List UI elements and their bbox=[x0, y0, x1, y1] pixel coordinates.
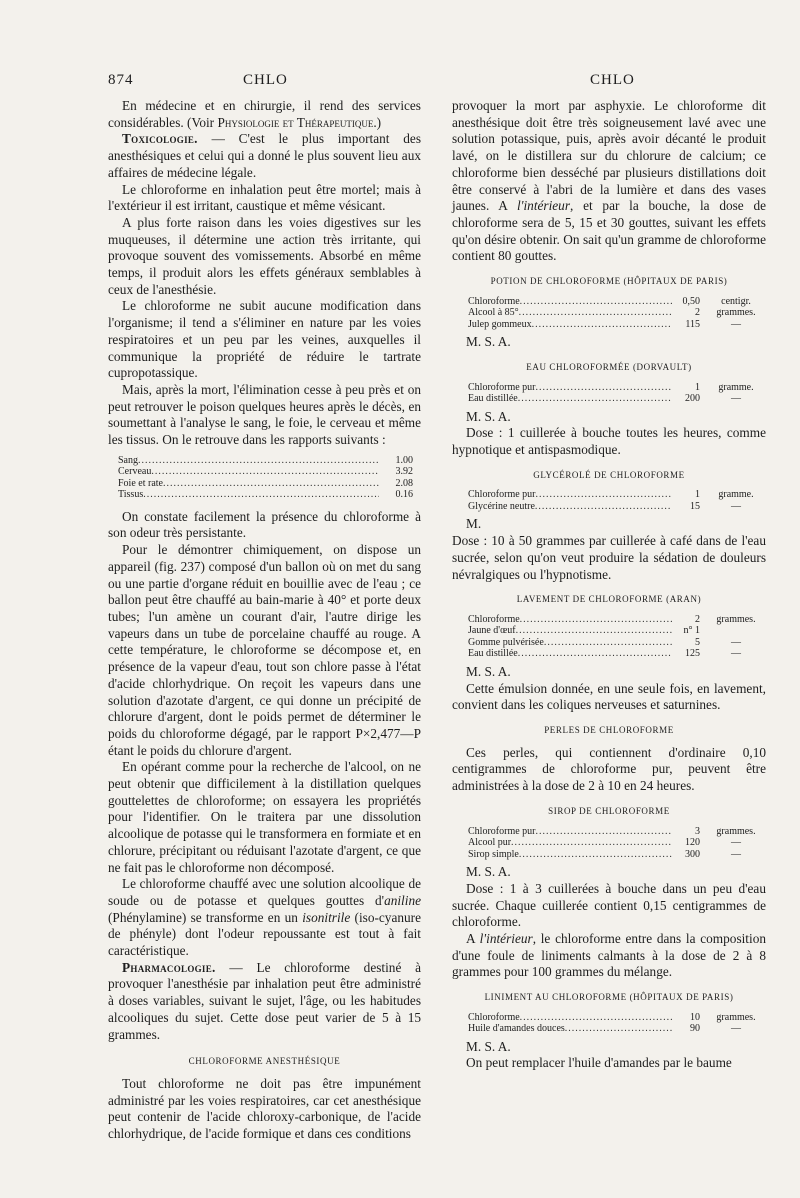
recipe-title: GLYCÉROLÉ DE CHLOROFORME bbox=[533, 469, 685, 480]
recipe-sirop bbox=[468, 826, 766, 861]
paragraph: Pour le démontrer chimiquement, on dispose un appareil (fig. 237) composé d'un ballon où on met du sang ou une partie d'organe réduit en bouillie avec de l'eau ; ce ballon peut être chauffé au bain-marie à 40° et porte deux tubes; l'un amène un courant d'air, l'autre dirige les vapeurs dans un tube de porcelaine chauffé au rouge. A cette température, le chloroforme se décompose et, en présence de la vapeur d'eau, tout son chlore passe à l'état d'acide chlorhydrique. On reçoit les vapeurs dans une solution d'azotate d'argent, ce qui donne un précipité de chlorure d'argent, dont le poids permet de déterminer le poids du chloroforme dégagé, par le rapport P×2,477—P étant le poids du chlorure d'argent. bbox=[108, 542, 421, 758]
left-column bbox=[108, 98, 421, 1143]
ingredient-row: Chloroforme ..... 2 grammes. bbox=[468, 614, 766, 626]
recipe-title: PERLES DE CHLOROFORME bbox=[544, 725, 674, 736]
paragraph: Dose : 10 à 50 grammes par cuillerée à café dans de l'eau sucrée, selon qu'on veut produire la sédation de douleurs névralgiques ou l'hypnotisme. bbox=[452, 533, 766, 582]
recipe-title: LINIMENT AU CHLOROFORME (HÔPITAUX DE PARIS) bbox=[484, 992, 734, 1003]
paragraph: A plus forte raison dans les voies digestives sur les muqueuses, il détermine une action très irritante, qui provoque souvent des vomissements. Absorbé en même temps, il produit alors les effets généraux semblables à ceux de l'anesthésie. bbox=[108, 214, 421, 297]
msa: M. bbox=[466, 516, 482, 532]
paragraph: provoquer la mort par asphyxie. Le chloroforme dit anesthésique doit être très soigneusement lavé avec une solution potassique, puis, après avoir décanté le produit lavé, on le distillera sur du chlorure de calcium; ce chloroforme bien desséché par plusieurs distillations doit être conservé à l'abri de la lumière et dans des vases jaunes. A l'intérieur, et par la bouche, la dose de chloroforme sera de 5, 15 et 30 gouttes, suivant les effets qu'on désire obtenir. On sait qu'un gramme de chloroforme contient 80 gouttes. bbox=[452, 98, 766, 264]
ingredient-row: Jaune d'œuf ..... n° 1 bbox=[468, 625, 766, 637]
recipe-title: POTION DE CHLOROFORME (HÔPITAUX DE PARIS) bbox=[490, 276, 728, 287]
msa: M. S. A. bbox=[466, 334, 511, 350]
paragraph: A l'intérieur, le chloroforme entre dans la composition d'une foule de liniments calmants à la dose de 2 à 8 grammes pour 100 grammes du mélange. bbox=[452, 930, 766, 980]
ingredient-row: Eau distillée ..... 125 — bbox=[468, 648, 766, 660]
recipe-potion bbox=[468, 296, 766, 331]
section-label: Pharmacologie. bbox=[122, 959, 216, 975]
ratio-table bbox=[118, 455, 413, 501]
recipe-glycerole bbox=[468, 489, 766, 512]
msa: M. S. A. bbox=[466, 408, 511, 424]
recipe-eau bbox=[468, 382, 766, 405]
paragraph: Tout chloroforme ne doit pas être impunément administré par les voies respiratoires, car cet anesthésique peut contenir de l'acide chloroxy-carbonique, de l'acide chlorhydrique, de l'acide formique et dans ces conditions bbox=[108, 1075, 421, 1142]
ingredient-row: Huile d'amandes douces ..... 90 — bbox=[468, 1023, 766, 1035]
page-number: 874 bbox=[108, 72, 134, 88]
right-column bbox=[452, 98, 766, 1072]
section-label: Toxicologie. bbox=[122, 131, 198, 147]
paragraph: En médecine et en chirurgie, il rend des services considérables. (Voir Physiologie et Thérapeutique.) bbox=[108, 98, 421, 130]
recipe-lavement bbox=[468, 614, 766, 660]
table-row: Sang ..... 1.00 bbox=[118, 455, 413, 467]
paragraph: Cette émulsion donnée, en une seule fois, en lavement, convient dans les coliques nerveuses et saturnines. bbox=[452, 680, 766, 713]
ingredient-row: Julep gommeux ..... 115 — bbox=[468, 319, 766, 331]
paragraph-toxicologie: Toxicologie. — C'est le plus important des anesthésiques et celui qui a donné le plus souvent lieu aux affaires de médecine légale. bbox=[108, 131, 421, 180]
paragraph: Ces perles, qui contiennent d'ordinaire 0,10 centigrammes de chloroforme pur, peuvent être administrées à la dose de 2 à 10 en 24 heures. bbox=[452, 744, 766, 794]
section-title: CHLOROFORME ANESTHÉSIQUE bbox=[188, 1056, 341, 1067]
msa: M. S. A. bbox=[466, 864, 511, 880]
msa: M. S. A. bbox=[466, 1038, 511, 1054]
paragraph: Dose : 1 cuillerée à bouche toutes les heures, comme hypnotique et antispasmodique. bbox=[452, 425, 766, 458]
recipe-title: LAVEMENT DE CHLOROFORME (ARAN) bbox=[516, 594, 702, 605]
recipe-title: EAU CHLOROFORMÉE (DORVAULT) bbox=[526, 361, 692, 372]
paragraph: En opérant comme pour la recherche de l'alcool, on ne peut obtenir que difficilement à la distillation quelques gouttelettes de chloroforme; on essayera les propriétés pour l'identifier. On le traitera par une dissolution alcoolique de potasse qui le transformera en formiate et en chlorure, précipitant ou réduisant l'azotate d'argent, ce que ne fait pas le chloroforme non décomposé. bbox=[108, 759, 421, 875]
running-head-left: CHLO bbox=[243, 72, 288, 88]
paragraph-pharmacologie: Pharmacologie. — Le chloroforme destiné à provoquer l'anesthésie par inhalation peut être administré à doses variables, suivant le sujet, l'âge, ou les habitudes alcooliques du sujet. Cette dose peut varier de 5 à 15 grammes. bbox=[108, 959, 421, 1042]
paragraph: Le chloroforme chauffé avec une solution alcoolique de soude ou de potasse et quelques gouttes d'aniline (Phénylamine) se transforme en un isonitrile (iso-cyanure de phényle) dont l'odeur repoussante est tout à fait caractéristique. bbox=[108, 876, 421, 959]
msa: M. S. A. bbox=[466, 663, 511, 679]
paragraph: On peut remplacer l'huile d'amandes par le baume bbox=[466, 1055, 732, 1071]
ingredient-row: Glycérine neutre ..... 15 — bbox=[468, 501, 766, 513]
ingredient-row: Sirop simple ..... 300 — bbox=[468, 849, 766, 861]
ingredient-row: Chloroforme ..... 10 grammes. bbox=[468, 1012, 766, 1024]
table-row: Cerveau ..... 3.92 bbox=[118, 466, 413, 478]
paragraph: Le chloroforme en inhalation peut être mortel; mais à l'extérieur il est irritant, caustique et même vésicant. bbox=[108, 181, 421, 214]
ingredient-row: Alcool pur ..... 120 — bbox=[468, 837, 766, 849]
table-row: Foie et rate ..... 2.08 bbox=[118, 478, 413, 490]
paragraph: Mais, après la mort, l'élimination cesse à peu près et on peut retrouver le poison quelques heures après le décès, en soumettant à l'analyse le sang, le foie, le cerveau et même les tissus. On le retrouve dans les rapports suivants : bbox=[108, 381, 421, 448]
recipe-liniment bbox=[468, 1012, 766, 1035]
ingredient-row: Chloroforme ..... 0,50 centigr. bbox=[468, 296, 766, 308]
ingredient-row: Gomme pulvérisée ..... 5 — bbox=[468, 637, 766, 649]
ingredient-row: Chloroforme pur ..... 3 grammes. bbox=[468, 826, 766, 838]
table-row: Tissus ..... 0.16 bbox=[118, 489, 413, 501]
ingredient-row: Chloroforme pur ..... 1 gramme. bbox=[468, 489, 766, 501]
ingredient-row: Alcool à 85° ..... 2 grammes. bbox=[468, 307, 766, 319]
paragraph: Dose : 1 à 3 cuillerées à bouche dans un peu d'eau sucrée. Chaque cuillerée contient 0,15 centigrammes de chloroforme. bbox=[452, 880, 766, 930]
ingredient-row: Eau distillée ..... 200 — bbox=[468, 393, 766, 405]
paragraph: On constate facilement la présence du chloroforme à son odeur très persistante. bbox=[108, 508, 421, 541]
paragraph: Le chloroforme ne subit aucune modification dans l'organisme; il tend a s'éliminer en nature par les voies respiratoires et un peu par les veines, auxquelles il communique la propriété de réduire le tartrate cupropotassique. bbox=[108, 298, 421, 381]
ingredient-row: Chloroforme pur ..... 1 gramme. bbox=[468, 382, 766, 394]
recipe-title: SIROP DE CHLOROFORME bbox=[548, 805, 670, 816]
running-head-right: CHLO bbox=[590, 72, 635, 88]
